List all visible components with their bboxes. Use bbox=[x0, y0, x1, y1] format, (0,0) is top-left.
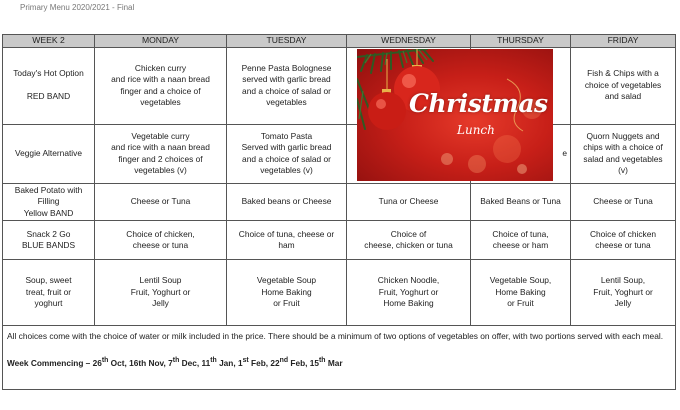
menu-cell-monday: Lentil Soup Fruit, Yoghurt or Jelly bbox=[95, 260, 227, 326]
weekly-menu-table bbox=[2, 34, 676, 390]
menu-cell-wednesday: Tuna or Cheese bbox=[347, 183, 471, 221]
table-row bbox=[3, 183, 676, 221]
menu-cell-monday: Cheese or Tuna bbox=[95, 183, 227, 221]
menu-cell-friday: Lentil Soup, Fruit, Yoghurt or Jelly bbox=[571, 260, 676, 326]
menu-cell-thursday: e bbox=[471, 124, 571, 183]
menu-cell-monday: Choice of chicken, cheese or tuna bbox=[95, 221, 227, 260]
menu-footer bbox=[3, 326, 676, 390]
row-label-baked-potato: Baked Potato with Filling Yellow BAND bbox=[3, 183, 95, 221]
table-row bbox=[3, 47, 676, 124]
menu-cell-friday: Fish & Chips with a choice of vegetables and salad bbox=[571, 47, 676, 124]
menu-cell-wednesday: Chicken Noodle, Fruit, Yoghurt or Home Baking bbox=[347, 260, 471, 326]
week-commencing: Week Commencing – 26th Oct, 16th Nov, 7th Dec, 11th Jan, 1st Feb, 22nd Feb, 15th Mar bbox=[7, 357, 343, 368]
menu-cell-tuesday: Choice of tuna, cheese or ham bbox=[227, 221, 347, 260]
menu-cell-thursday: Vegetable Soup, Home Baking or Fruit bbox=[471, 260, 571, 326]
menu-cell-thursday: Baked Beans or Tuna bbox=[471, 183, 571, 221]
row-label-hot-option: Today's Hot Option RED BAND bbox=[3, 47, 95, 124]
header-friday: FRIDAY bbox=[571, 35, 676, 48]
row-label-veggie: Veggie Alternative bbox=[3, 124, 95, 183]
document-title: Primary Menu 2020/2021 - Final bbox=[20, 3, 135, 12]
header-tuesday: TUESDAY bbox=[227, 35, 347, 48]
header-row bbox=[3, 35, 676, 48]
christmas-subtitle: Lunch bbox=[457, 123, 495, 137]
table-row bbox=[3, 221, 676, 260]
menu-cell-tuesday: Penne Pasta Bolognese served with garlic bread and a choice of salad or vegetables bbox=[227, 47, 347, 124]
menu-cell-tuesday: Tomato Pasta Served with garlic bread and a choice of salad or vegetables (v) bbox=[227, 124, 347, 183]
row-label-snack: Snack 2 Go BLUE BANDS bbox=[3, 221, 95, 260]
footer-note: All choices come with the choice of water or milk included in the price. There should be a minimum of two options of vegetables on offer, with two portions served with each meal. bbox=[7, 331, 664, 341]
header-monday: MONDAY bbox=[95, 35, 227, 48]
menu-cell-wednesday: Choice of cheese, chicken or tuna bbox=[347, 221, 471, 260]
menu-cell-monday: Vegetable curry and rice with a naan bread finger and 2 choices of vegetables (v) bbox=[95, 124, 227, 183]
menu-cell-friday: Choice of chicken cheese or tuna bbox=[571, 221, 676, 260]
menu-cell-tuesday: Baked beans or Cheese bbox=[227, 183, 347, 221]
header-week: WEEK 2 bbox=[3, 35, 95, 48]
christmas-title: Christmas bbox=[409, 89, 548, 118]
menu-cell-monday: Chicken curry and rice with a naan bread finger and a choice of vegetables bbox=[95, 47, 227, 124]
table-row bbox=[3, 260, 676, 326]
menu-cell-tuesday: Vegetable Soup Home Baking or Fruit bbox=[227, 260, 347, 326]
christmas-lunch-banner bbox=[357, 49, 553, 181]
header-thursday: THURSDAY bbox=[471, 35, 571, 48]
header-wednesday: WEDNESDAY bbox=[347, 35, 471, 48]
footer-row bbox=[3, 326, 676, 390]
row-label-soup: Soup, sweet treat, fruit or yoghurt bbox=[3, 260, 95, 326]
menu-cell-thursday: Choice of tuna, cheese or ham bbox=[471, 221, 571, 260]
menu-cell-friday: Quorn Nuggets and chips with a choice of salad and vegetables (v) bbox=[571, 124, 676, 183]
menu-cell-friday: Cheese or Tuna bbox=[571, 183, 676, 221]
table-row bbox=[3, 124, 676, 183]
